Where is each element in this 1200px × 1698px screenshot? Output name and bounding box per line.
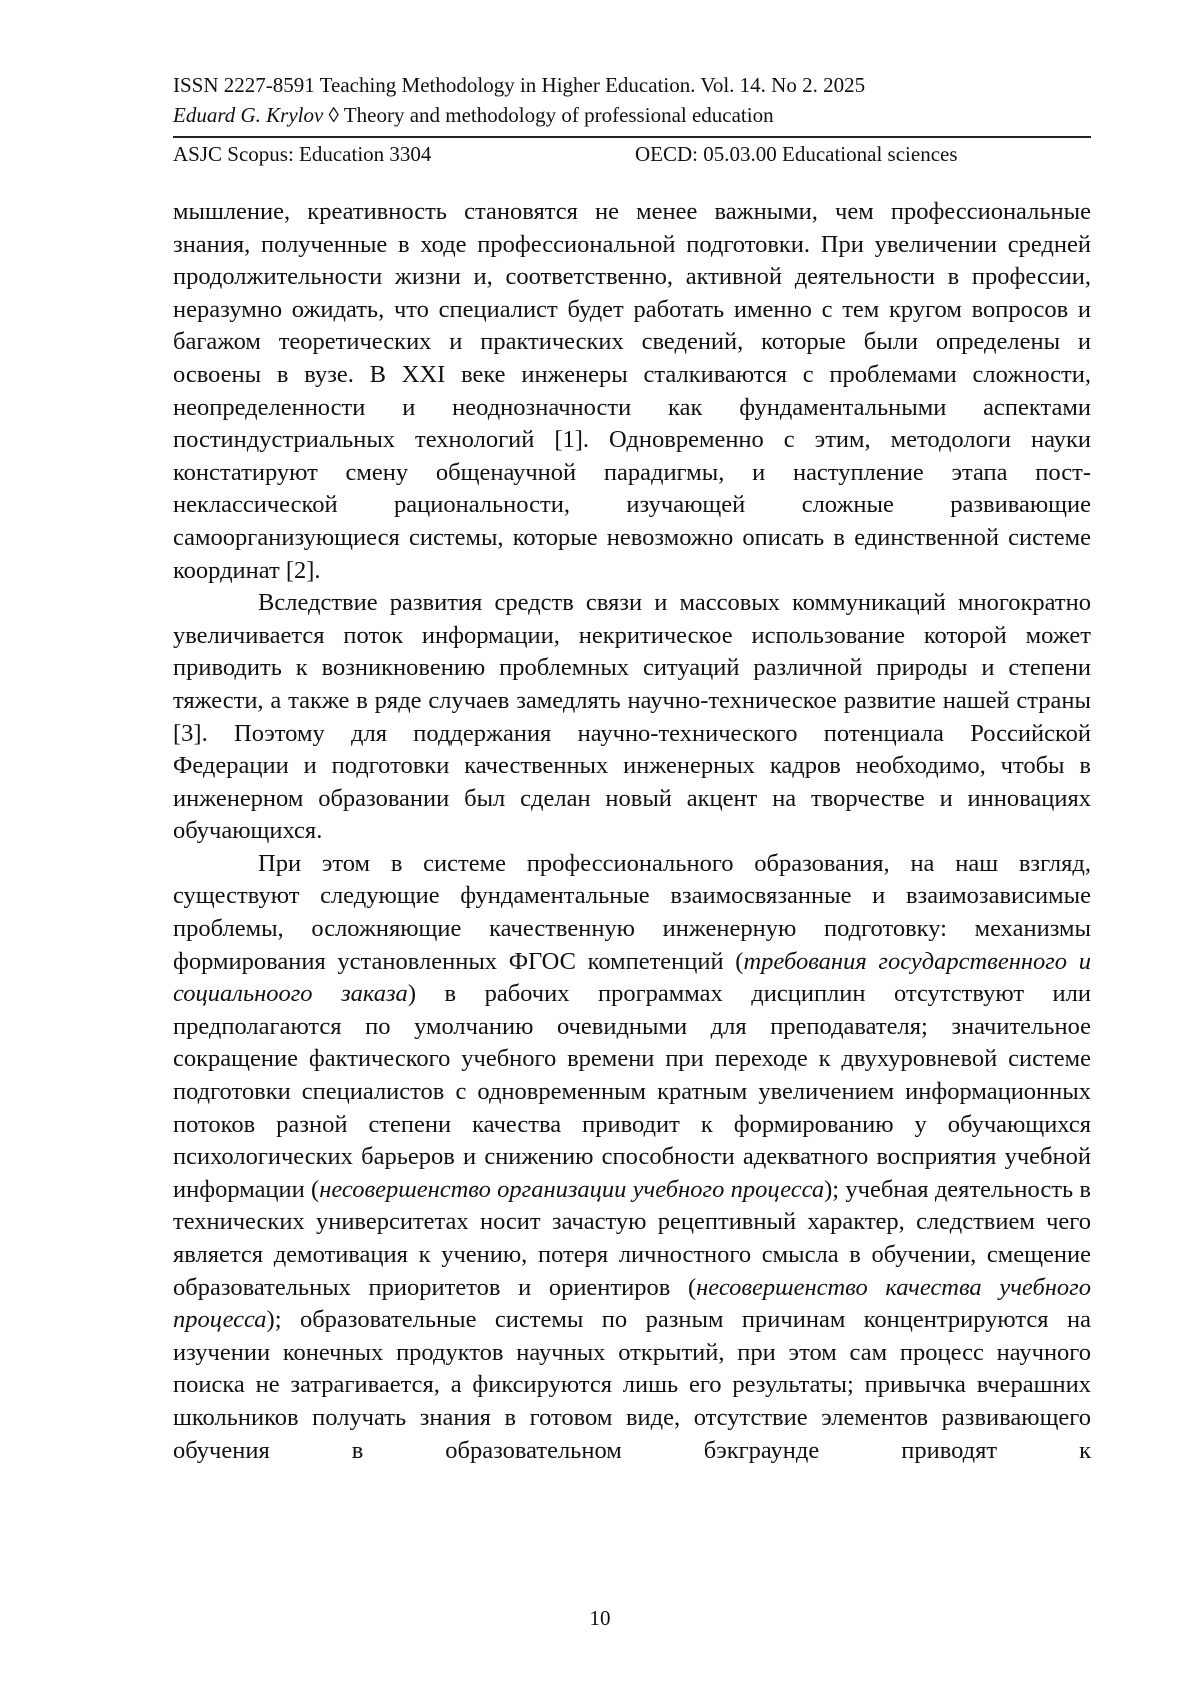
paragraph-3-text-1: При этом в системе профессионального образования, на наш взгляд, существуют следующие фундаментальные взаимосвязанные и взаимозависимые проблемы, осложняющие качественную инженерную подготовку: механизмы формирования установленных ФГОС компетенций ( (173, 849, 1091, 975)
running-header (173, 70, 1091, 130)
italic-phrase-3: несовершенство качества учебного процесса (173, 1273, 1091, 1334)
author-section-line (173, 100, 1091, 130)
paragraph-3 (173, 848, 1091, 1467)
section-title: Theory and methodology of professional education (343, 103, 774, 127)
asjc-code: ASJC Scopus: Education 3304 (173, 142, 432, 166)
paragraph-3-text-3: ); учебная деятельность в технических университетах носит зачастую рецептивный характер, следствием чего является демотивация к учению, потеря личностного смысла в обучении, смещение образовательных приоритетов и ориентиров ( (173, 1175, 1091, 1301)
header-rule (173, 136, 1091, 138)
separator-glyph: ◊ (323, 103, 344, 127)
italic-phrase-2: несовершенство организации учебного процесса (319, 1175, 825, 1203)
paragraph-3-text-2: ) в рабочих программах дисциплин отсутствуют или предполагаются по умолчанию очевидными для преподавателя; значительное сокращение фактического учебного времени при переходе к двухуровневой системе подготовки специалистов с одновременным кратным увеличением информационных потоков разной степени качества приводит к формированию у обучающихся психологических барьеров и снижению способности адекватного восприятия учебной информации ( (173, 980, 1091, 1203)
paragraph-1: мышление, креативность становятся не менее важными, чем профессиональные знания, полученные в ходе профессиональной подготовки. При увеличении средней продолжительности жизни и, соответственно, активной деятельности в профессии, неразумно ожидать, что специалист будет работать именно с тем кругом вопросов и багажом теоретических и практических сведений, которые были определены и освоены в вузе. В XXI веке инженеры сталкиваются с проблемами сложности, неопределенности и неоднозначности как фундаментальными аспектами постиндустриальных технологий [1]. Одновременно с этим, методологи науки констатируют смену общенаучной парадигмы, и наступление этапа пост-неклассической рациональности, изучающей сложные развивающие самоорганизующиеся системы, которые невозможно описать в единственной системе координат [2]. (173, 198, 1091, 584)
italic-phrase-1: требования государственного и социальноого заказа (173, 947, 1091, 1008)
journal-line: ISSN 2227-8591 Teaching Methodology in Higher Education. Vol. 14. No 2. 2025 (173, 73, 866, 97)
paragraph-2: Вследствие развития средств связи и массовых коммуникаций многократно увеличивается поток информации, некритическое использование которой может приводить к возникновению проблемных ситуаций различной природы и степени тяжести, а также в ряде случаев замедлять научно-техническое развитие нашей страны [3]. Поэтому для поддержания научно-технического потенциала Российской Федерации и подготовки качественных инженерных кадров необходимо, чтобы в инженерном образовании был сделан новый акцент на творчестве и инновациях обучающихся. (173, 589, 1091, 845)
paragraph-3-text-4: ); образовательные системы по разным причинам концентрируются на изучении конечных продуктов научных открытий, при этом сам процесс научного поиска не затрагивается, а фиксируются лишь его результаты; привычка вчерашних школьников получать знания в готовом виде, отсутствие элементов развивающего обучения в образовательном бэкграунде приводят к (173, 1306, 1091, 1464)
classification-line (173, 139, 1091, 169)
author-name: Eduard G. Krylov (173, 103, 324, 127)
page-number: 10 (589, 1606, 611, 1630)
article-body (173, 196, 1091, 1467)
oecd-code: OECD: 05.03.00 Educational sciences (635, 142, 958, 166)
